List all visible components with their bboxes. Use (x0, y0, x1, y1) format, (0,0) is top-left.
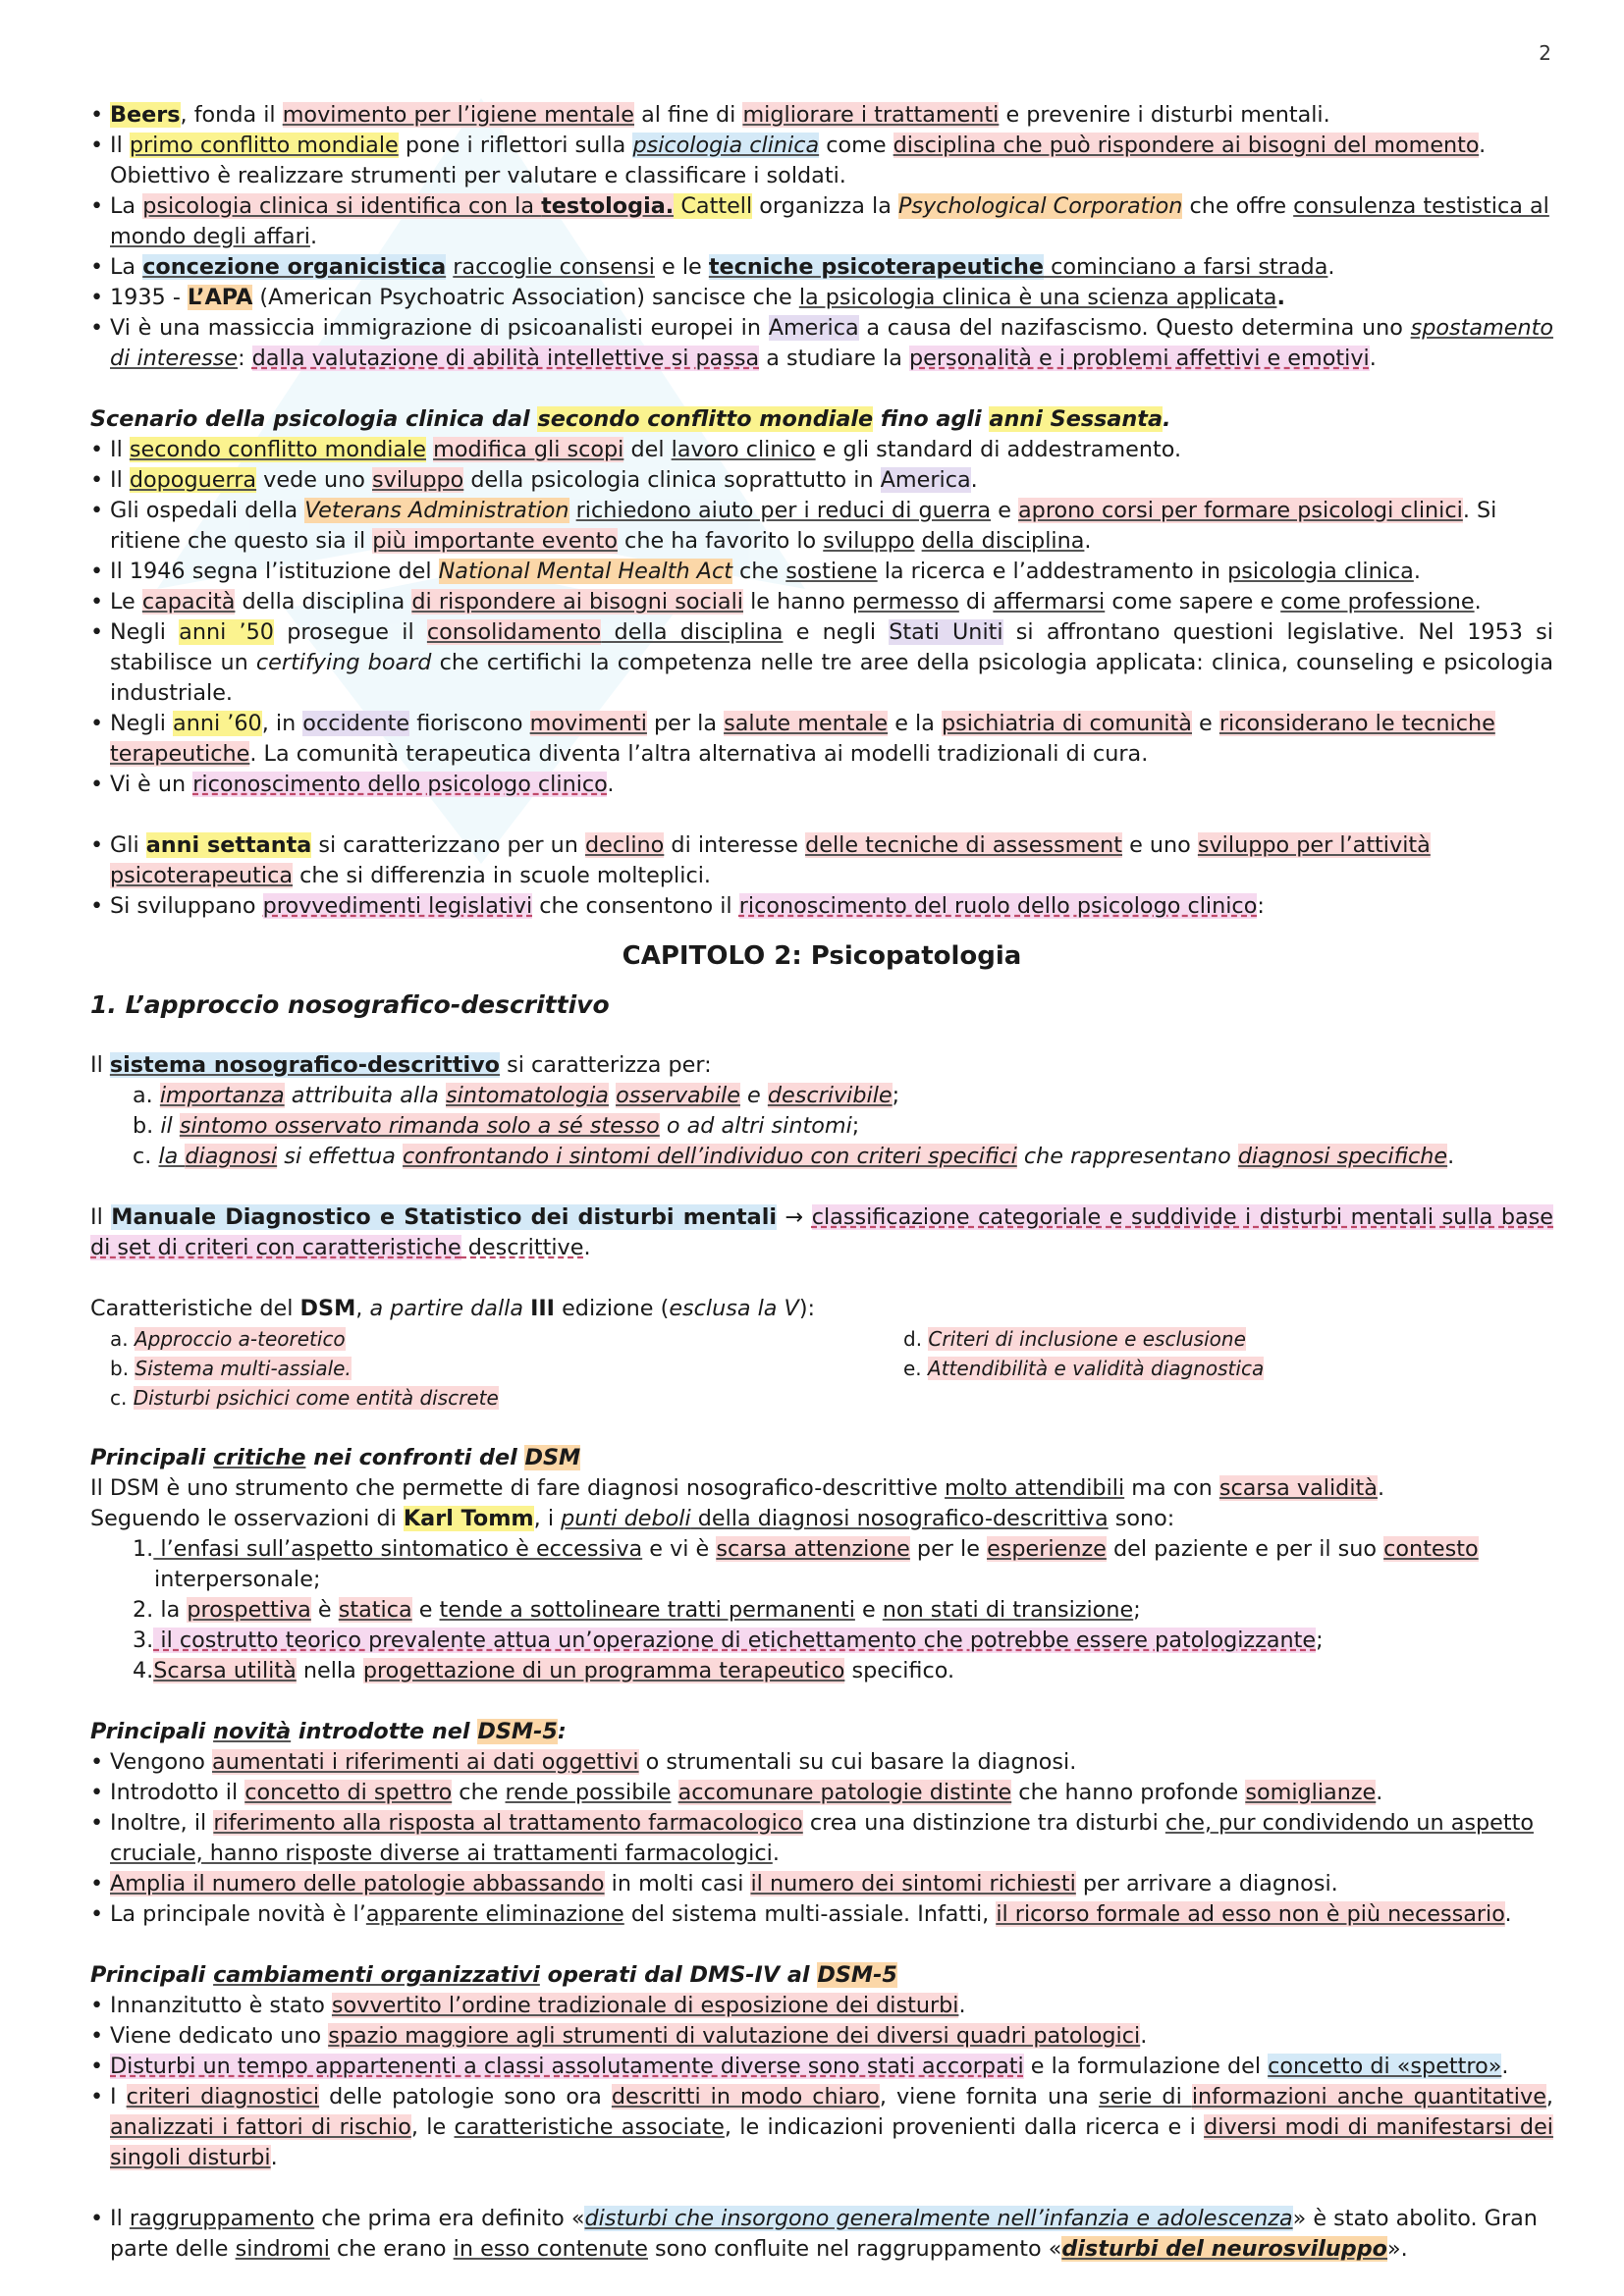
system-list (90, 1081, 1553, 1172)
document-body (90, 100, 1553, 2265)
seventies-bullet-list (90, 830, 1553, 922)
features-grid (90, 1324, 1553, 1413)
list-item: c. Disturbi psichici come entità discrete (110, 1386, 499, 1410)
page-number: 2 (1539, 41, 1551, 65)
news-bullet-list (90, 1747, 1553, 1930)
list-item: • Inoltre, il riferimento alla risposta al trattamento farmacologico crea una distinzione tra disturbi che, pur condividendo un aspetto cruciale, hanno risposte diverse ai trattamenti farmacologici. (110, 1808, 1553, 1869)
list-item: a. importanza attribuita alla sintomatologia osservabile e descrivibile; (133, 1083, 900, 1108)
scenario-title: Scenario della psicologia clinica dal secondo conflitto mondiale fino agli anni Sessanta. (90, 406, 1171, 432)
list-item: • Viene dedicato uno spazio maggiore agli strumenti di valutazione dei diversi quadri patologici. (110, 2021, 1553, 2052)
list-item: • 1935 - L’APA (American Psychoatric Association) sancisce che la psicologia clinica è una scienza applicata. (110, 283, 1553, 313)
list-item: • Il raggruppamento che prima era definito «disturbi che insorgono generalmente nell’infanzia e adolescenza» è stato abolito. Gran parte delle sindromi che erano in esso contenute sono confluite nel raggruppamento «disturbi del neurosviluppo». (110, 2204, 1553, 2265)
list-item: • Il secondo conflitto mondiale modifica gli scopi del lavoro clinico e gli standard di addestramento. (110, 435, 1553, 465)
list-item: • La psicologia clinica si identifica con la testologia. Cattell organizza la Psychological Corporation che offre consulenza testistica al mondo degli affari. (110, 191, 1553, 252)
list-item: b. il sintomo osservato rimanda solo a sé stesso o ad altri sintomi; (133, 1113, 860, 1139)
list-item: • Innanzitutto è stato sovvertito l’ordine tradizionale di esposizione dei disturbi. (110, 1991, 1553, 2021)
features-right-column (903, 1324, 1492, 1413)
list-item: • Amplia il numero delle patologie abbassando in molti casi il numero dei sintomi richiesti per arrivare a diagnosi. (110, 1869, 1553, 1899)
list-item: • Le capacità della disciplina di rispondere ai bisogni sociali le hanno permesso di affermarsi come sapere e come professione. (110, 587, 1553, 617)
list-item: • Vi è un riconoscimento dello psicologo clinico. (110, 770, 1553, 800)
list-item: 4.Scarsa utilità nella progettazione di un programma terapeutico specifico. (133, 1658, 955, 1683)
list-item: 2. la prospettiva è statica e tende a sottolineare tratti permanenti e non stati di transizione; (133, 1597, 1141, 1623)
list-item: d. Criteri di inclusione e esclusione (903, 1327, 1246, 1351)
list-item: • Disturbi un tempo appartenenti a classi assolutamente diverse sono stati accorpati e la formulazione del concetto di «spettro». (110, 2052, 1553, 2082)
tomm-intro: Seguendo le osservazioni di Karl Tomm, i punti deboli della diagnosi nosografico-descrittiva sono: (90, 1506, 1175, 1531)
list-item: • Negli anni ’60, in occidente fioriscono movimenti per la salute mentale e la psichiatria di comunità e riconsiderano le tecniche terapeutiche. La comunità terapeutica diventa l’altra alternativa ai modelli tradizionali di cura. (110, 709, 1553, 770)
critics-title: Principali critiche nei confronti del DSM (90, 1445, 581, 1470)
list-item: • Vengono aumentati i riferimenti ai dati oggettivi o strumentali su cui basare la diagnosi. (110, 1747, 1553, 1778)
list-item: 3. il costrutto teorico prevalente attua un’operazione di etichettamento che potrebbe essere patologizzante; (133, 1628, 1324, 1653)
news-title: Principali novità introdotte nel DSM-5: (90, 1719, 567, 1744)
list-item: a. Approccio a-teoretico (110, 1327, 346, 1351)
manual-line: Il Manuale Diagnostico e Statistico dei disturbi mentali → classificazione categoriale e suddivide i disturbi mentali sulla base di set di criteri con caratteristiche descrittive. (90, 1204, 1554, 1260)
list-item: • Introdotto il concetto di spettro che rende possibile accomunare patologie distinte che hanno profonde somiglianze. (110, 1778, 1553, 1808)
list-item: 1. l’enfasi sull’aspetto sintomatico è eccessiva e vi è scarsa attenzione per le esperienze del paziente e per il suo contesto interpersonale; (133, 1536, 1479, 1592)
system-intro: Il sistema nosografico-descrittivo si caratterizza per: (90, 1052, 712, 1078)
section-title: 1. L’approccio nosografico-descrittivo (90, 990, 610, 1019)
list-item: • Gli ospedali della Veterans Administration richiedono aiuto per i reduci di guerra e aprono corsi per formare psicologi clinici. Si ritiene che questo sia il più importante evento che ha favorito lo sviluppo della disciplina. (110, 496, 1553, 557)
list-item: • Gli anni settanta si caratterizzano per un declino di interesse delle tecniche di assessment e uno sviluppo per l’attività psicoterapeutica che si differenzia in scuole molteplici. (110, 830, 1553, 891)
list-item: • Negli anni ’50 prosegue il consolidamento della disciplina e negli Stati Uniti si affrontano questioni legislative. Nel 1953 si stabilisce un certifying board che certifichi la competenza nelle tre aree della psicologia applicata: clinica, counseling e psicologia industriale. (110, 617, 1553, 709)
list-item: • Il 1946 segna l’istituzione del National Mental Health Act che sostiene la ricerca e l’addestramento in psicologia clinica. (110, 557, 1553, 587)
list-item: • La principale novità è l’apparente eliminazione del sistema multi-assiale. Infatti, il ricorso formale ad esso non è più necessario. (110, 1899, 1553, 1930)
list-item: • Il dopoguerra vede uno sviluppo della psicologia clinica soprattutto in America. (110, 465, 1553, 496)
list-item: • La concezione organicistica raccoglie consensi e le tecniche psicoterapeutiche cominciano a farsi strada. (110, 252, 1553, 283)
list-item: • Beers, fonda il movimento per l’igiene mentale al fine di migliorare i trattamenti e prevenire i disturbi mentali. (110, 100, 1553, 131)
critics-text: Il DSM è uno strumento che permette di fare diagnosi nosografico-descrittive molto attendibili ma con scarsa validità. (90, 1475, 1385, 1501)
list-item: • I criteri diagnostici delle patologie sono ora descritti in modo chiaro, viene fornita una serie di informazioni anche quantitative, analizzati i fattori di rischio, le caratteristiche associate, le indicazioni provenienti dalla ricerca e i diversi modi di manifestarsi dei singoli disturbi. (110, 2082, 1553, 2173)
list-item: • Vi è una massiccia immigrazione di psicoanalisti europei in America a causa del nazifascismo. Questo determina uno spostamento di interesse: dalla valutazione di abilità intellettive si passa a studiare la personalità e i problemi affettivi e emotivi. (110, 313, 1553, 374)
intro-bullet-list (90, 100, 1553, 374)
scenario-bullet-list (90, 435, 1553, 800)
final-bullet-list (90, 2204, 1553, 2265)
list-item: b. Sistema multi-assiale. (110, 1357, 352, 1380)
features-intro: Caratteristiche del DSM, a partire dalla III edizione (esclusa la V): (90, 1296, 816, 1321)
changes-bullet-list (90, 1991, 1553, 2173)
list-item: • Il primo conflitto mondiale pone i riflettori sulla psicologia clinica come disciplina che può rispondere ai bisogni del momento. Obiettivo è realizzare strumenti per valutare e classificare i soldati. (110, 131, 1553, 191)
list-item: e. Attendibilità e validità diagnostica (903, 1357, 1265, 1380)
list-item: c. la diagnosi si effettua confrontando i sintomi dell’individuo con criteri specifici che rappresentano diagnosi specifiche. (133, 1144, 1455, 1169)
tomm-list (90, 1534, 1553, 1686)
list-item: • Si sviluppano provvedimenti legislativi che consentono il riconoscimento del ruolo dello psicologo clinico: (110, 891, 1553, 922)
features-left-column (110, 1324, 903, 1413)
changes-title: Principali cambiamenti organizzativi operati dal DMS-IV al DSM-5 (90, 1962, 897, 1988)
chapter-title: CAPITOLO 2: Psicopatologia (622, 941, 1022, 971)
